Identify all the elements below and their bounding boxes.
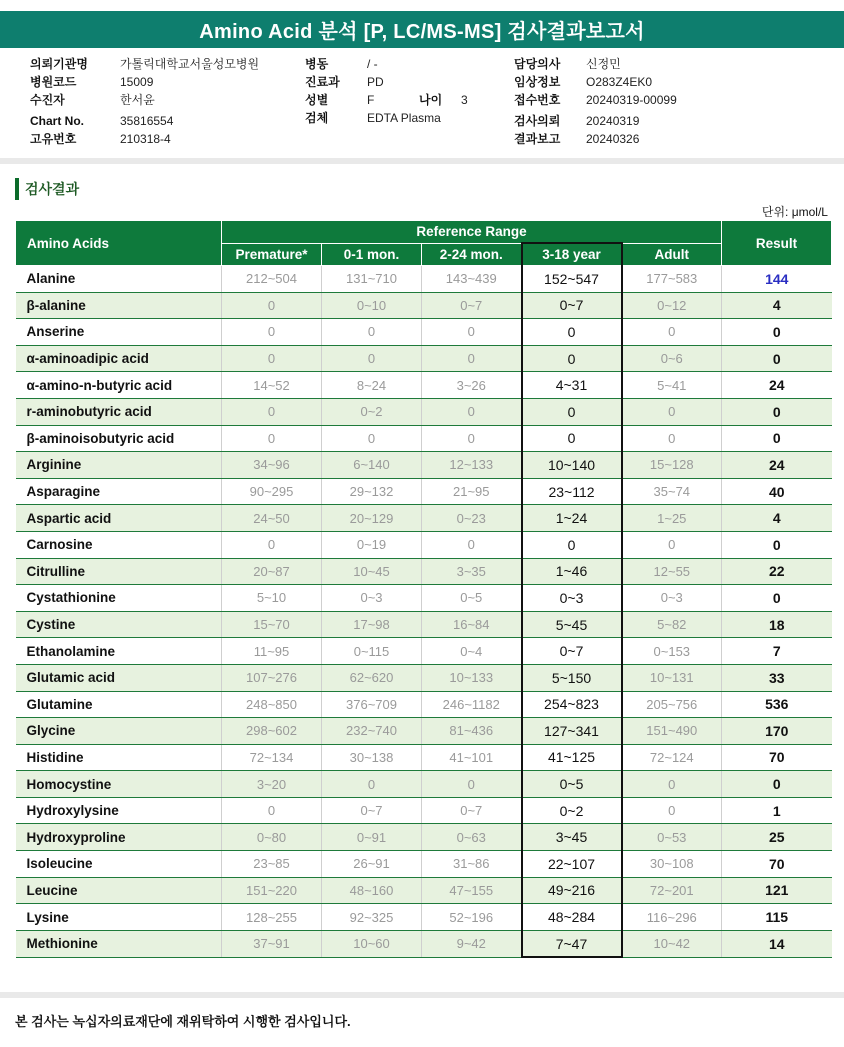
ref-3-18-year: 41~125 bbox=[522, 744, 622, 771]
patient-name-value: 한서윤 bbox=[120, 93, 155, 107]
ref-0-1-mon: 131~710 bbox=[322, 266, 422, 293]
amino-acid-name: r-aminobutyric acid bbox=[16, 398, 222, 425]
ref-2-24-mon: 0~4 bbox=[422, 638, 522, 665]
table-row bbox=[16, 345, 832, 372]
ref-0-1-mon: 30~138 bbox=[322, 744, 422, 771]
department-value: PD bbox=[367, 75, 384, 89]
ref-adult: 0 bbox=[622, 319, 722, 346]
ref-0-1-mon: 8~24 bbox=[322, 372, 422, 399]
ref-3-18-year: 1~24 bbox=[522, 505, 622, 532]
ref-adult: 10~42 bbox=[622, 930, 722, 957]
section-title: 검사결과 bbox=[15, 178, 79, 200]
amino-acid-name: β-aminoisobutyric acid bbox=[16, 425, 222, 452]
info-label: 검체 bbox=[305, 111, 329, 125]
ref-premature: 0 bbox=[222, 531, 322, 558]
amino-acid-name: Ethanolamine bbox=[16, 638, 222, 665]
ref-0-1-mon: 26~91 bbox=[322, 851, 422, 878]
result-value: 33 bbox=[722, 664, 832, 691]
ref-premature: 37~91 bbox=[222, 930, 322, 957]
ref-premature: 0 bbox=[222, 292, 322, 319]
ref-premature: 0 bbox=[222, 425, 322, 452]
ref-adult: 0~6 bbox=[622, 345, 722, 372]
table-row bbox=[16, 744, 832, 771]
ref-0-1-mon: 17~98 bbox=[322, 611, 422, 638]
table-row bbox=[16, 851, 832, 878]
ref-premature: 23~85 bbox=[222, 851, 322, 878]
amino-acid-name: Asparagine bbox=[16, 478, 222, 505]
table-row bbox=[16, 664, 832, 691]
table-row bbox=[16, 877, 832, 904]
ref-0-1-mon: 376~709 bbox=[322, 691, 422, 718]
ward-value: / - bbox=[367, 57, 378, 71]
ref-premature: 20~87 bbox=[222, 558, 322, 585]
result-value: 0 bbox=[722, 345, 832, 372]
result-value: 536 bbox=[722, 691, 832, 718]
ref-3-18-year: 0 bbox=[522, 345, 622, 372]
ref-2-24-mon: 0 bbox=[422, 345, 522, 372]
table-row bbox=[16, 266, 832, 293]
table-row bbox=[16, 505, 832, 532]
header-3-18-year: 3-18 year bbox=[522, 243, 622, 266]
table-row bbox=[16, 292, 832, 319]
result-value: 0 bbox=[722, 425, 832, 452]
header-result: Result bbox=[722, 221, 832, 266]
ref-2-24-mon: 10~133 bbox=[422, 664, 522, 691]
ref-3-18-year: 0~5 bbox=[522, 771, 622, 798]
request-date-value: 20240319 bbox=[586, 114, 640, 128]
info-label: 의뢰기관명 bbox=[30, 57, 88, 71]
table-row bbox=[16, 930, 832, 957]
info-label: 접수번호 bbox=[514, 93, 561, 107]
ref-0-1-mon: 20~129 bbox=[322, 505, 422, 532]
ref-0-1-mon: 0~3 bbox=[322, 585, 422, 612]
ref-adult: 15~128 bbox=[622, 452, 722, 479]
result-value: 1 bbox=[722, 797, 832, 824]
table-row bbox=[16, 797, 832, 824]
ref-2-24-mon: 31~86 bbox=[422, 851, 522, 878]
ref-0-1-mon: 6~140 bbox=[322, 452, 422, 479]
ref-3-18-year: 49~216 bbox=[522, 877, 622, 904]
amino-acid-name: Glutamine bbox=[16, 691, 222, 718]
table-row bbox=[16, 691, 832, 718]
table-row bbox=[16, 904, 832, 931]
amino-acid-name: Lysine bbox=[16, 904, 222, 931]
amino-acid-name: Histidine bbox=[16, 744, 222, 771]
ref-3-18-year: 0~2 bbox=[522, 797, 622, 824]
ref-0-1-mon: 48~160 bbox=[322, 877, 422, 904]
ref-2-24-mon: 246~1182 bbox=[422, 691, 522, 718]
ref-2-24-mon: 41~101 bbox=[422, 744, 522, 771]
ref-2-24-mon: 0~7 bbox=[422, 292, 522, 319]
ref-adult: 0 bbox=[622, 797, 722, 824]
info-col-2 bbox=[305, 55, 468, 127]
chart-no-value: 35816554 bbox=[120, 114, 174, 128]
ref-2-24-mon: 21~95 bbox=[422, 478, 522, 505]
result-value: 0 bbox=[722, 531, 832, 558]
result-value: 14 bbox=[722, 930, 832, 957]
ref-adult: 1~25 bbox=[622, 505, 722, 532]
table-row bbox=[16, 398, 832, 425]
footer-divider bbox=[0, 992, 844, 998]
ref-0-1-mon: 0~115 bbox=[322, 638, 422, 665]
table-row bbox=[16, 478, 832, 505]
result-value: 24 bbox=[722, 372, 832, 399]
ref-2-24-mon: 0~7 bbox=[422, 797, 522, 824]
ref-2-24-mon: 0~63 bbox=[422, 824, 522, 851]
ref-adult: 0~12 bbox=[622, 292, 722, 319]
table-row bbox=[16, 531, 832, 558]
result-value: 18 bbox=[722, 611, 832, 638]
ref-premature: 0 bbox=[222, 797, 322, 824]
ref-3-18-year: 127~341 bbox=[522, 718, 622, 745]
header-adult: Adult bbox=[622, 243, 722, 266]
ref-3-18-year: 152~547 bbox=[522, 266, 622, 293]
ref-2-24-mon: 0~5 bbox=[422, 585, 522, 612]
institution-value: 가톨릭대학교서울성모병원 bbox=[120, 57, 260, 71]
ref-2-24-mon: 81~436 bbox=[422, 718, 522, 745]
result-value: 115 bbox=[722, 904, 832, 931]
info-label: Chart No. bbox=[30, 114, 84, 128]
footer-note: 본 검사는 녹십자의료재단에 재위탁하여 시행한 검사입니다. bbox=[15, 1014, 351, 1029]
ref-2-24-mon: 12~133 bbox=[422, 452, 522, 479]
table-row bbox=[16, 585, 832, 612]
ref-premature: 212~504 bbox=[222, 266, 322, 293]
ref-3-18-year: 254~823 bbox=[522, 691, 622, 718]
ref-adult: 72~201 bbox=[622, 877, 722, 904]
table-row bbox=[16, 558, 832, 585]
ref-0-1-mon: 10~45 bbox=[322, 558, 422, 585]
ref-0-1-mon: 29~132 bbox=[322, 478, 422, 505]
ref-2-24-mon: 0 bbox=[422, 531, 522, 558]
result-value: 25 bbox=[722, 824, 832, 851]
header-reference-range: Reference Range bbox=[222, 221, 722, 244]
unique-no-value: 210318-4 bbox=[120, 132, 171, 146]
info-label: 진료과 bbox=[305, 75, 340, 89]
ref-3-18-year: 0 bbox=[522, 531, 622, 558]
amino-acid-name: Alanine bbox=[16, 266, 222, 293]
result-value: 144 bbox=[722, 266, 832, 293]
ref-3-18-year: 0~3 bbox=[522, 585, 622, 612]
sex-value: F bbox=[367, 93, 375, 107]
ref-2-24-mon: 47~155 bbox=[422, 877, 522, 904]
amino-acid-name: Methionine bbox=[16, 930, 222, 957]
ref-adult: 10~131 bbox=[622, 664, 722, 691]
ref-3-18-year: 10~140 bbox=[522, 452, 622, 479]
ref-3-18-year: 0~7 bbox=[522, 292, 622, 319]
ref-adult: 12~55 bbox=[622, 558, 722, 585]
clinical-info-value: O283Z4EK0 bbox=[586, 75, 653, 89]
ref-3-18-year: 0 bbox=[522, 425, 622, 452]
result-value: 0 bbox=[722, 585, 832, 612]
ref-2-24-mon: 52~196 bbox=[422, 904, 522, 931]
ref-2-24-mon: 0 bbox=[422, 425, 522, 452]
ref-3-18-year: 5~150 bbox=[522, 664, 622, 691]
result-value: 0 bbox=[722, 398, 832, 425]
ref-0-1-mon: 0 bbox=[322, 345, 422, 372]
ref-adult: 0 bbox=[622, 771, 722, 798]
amino-acid-name: α-amino-n-butyric acid bbox=[16, 372, 222, 399]
ref-adult: 0 bbox=[622, 425, 722, 452]
ref-adult: 0~3 bbox=[622, 585, 722, 612]
receipt-no-value: 20240319-00099 bbox=[586, 93, 677, 107]
amino-acid-name: Hydroxylysine bbox=[16, 797, 222, 824]
ref-0-1-mon: 0~19 bbox=[322, 531, 422, 558]
ref-adult: 30~108 bbox=[622, 851, 722, 878]
table-row bbox=[16, 452, 832, 479]
info-col-3 bbox=[514, 55, 677, 148]
result-value: 4 bbox=[722, 505, 832, 532]
info-label: 성별 bbox=[305, 93, 329, 107]
amino-acid-name: Arginine bbox=[16, 452, 222, 479]
ref-3-18-year: 23~112 bbox=[522, 478, 622, 505]
ref-3-18-year: 22~107 bbox=[522, 851, 622, 878]
info-label: 담당의사 bbox=[514, 57, 561, 71]
ref-2-24-mon: 9~42 bbox=[422, 930, 522, 957]
ref-adult: 177~583 bbox=[622, 266, 722, 293]
result-value: 170 bbox=[722, 718, 832, 745]
ref-2-24-mon: 143~439 bbox=[422, 266, 522, 293]
result-value: 22 bbox=[722, 558, 832, 585]
ref-0-1-mon: 0 bbox=[322, 319, 422, 346]
amino-acid-name: β-alanine bbox=[16, 292, 222, 319]
info-label: 나이 bbox=[419, 93, 443, 107]
ref-3-18-year: 0~7 bbox=[522, 638, 622, 665]
amino-acid-name: Aspartic acid bbox=[16, 505, 222, 532]
table-row bbox=[16, 425, 832, 452]
ref-2-24-mon: 0 bbox=[422, 771, 522, 798]
amino-acid-name: Cystathionine bbox=[16, 585, 222, 612]
ref-premature: 0 bbox=[222, 345, 322, 372]
results-table bbox=[15, 220, 832, 958]
amino-acid-name: Isoleucine bbox=[16, 851, 222, 878]
info-label: 수진자 bbox=[30, 93, 65, 107]
doctor-value: 신정민 bbox=[586, 57, 621, 71]
table-row bbox=[16, 718, 832, 745]
result-value: 70 bbox=[722, 744, 832, 771]
ref-adult: 0~53 bbox=[622, 824, 722, 851]
table-row bbox=[16, 824, 832, 851]
unit-label: 단위: μmol/L bbox=[761, 205, 828, 219]
header-premature: Premature* bbox=[222, 243, 322, 266]
ref-premature: 14~52 bbox=[222, 372, 322, 399]
ref-2-24-mon: 16~84 bbox=[422, 611, 522, 638]
amino-acid-name: Glycine bbox=[16, 718, 222, 745]
ref-2-24-mon: 3~26 bbox=[422, 372, 522, 399]
age-value: 3 bbox=[461, 93, 468, 107]
table-row bbox=[16, 372, 832, 399]
ref-0-1-mon: 10~60 bbox=[322, 930, 422, 957]
ref-premature: 11~95 bbox=[222, 638, 322, 665]
ref-premature: 5~10 bbox=[222, 585, 322, 612]
ref-3-18-year: 7~47 bbox=[522, 930, 622, 957]
info-label: 병동 bbox=[305, 57, 329, 71]
result-value: 24 bbox=[722, 452, 832, 479]
report-title: Amino Acid 분석 [P, LC/MS-MS] 검사결과보고서 bbox=[0, 11, 844, 48]
amino-acid-name: Citrulline bbox=[16, 558, 222, 585]
section-divider bbox=[0, 158, 844, 164]
ref-0-1-mon: 232~740 bbox=[322, 718, 422, 745]
ref-premature: 0 bbox=[222, 319, 322, 346]
ref-premature: 298~602 bbox=[222, 718, 322, 745]
ref-premature: 90~295 bbox=[222, 478, 322, 505]
results-body bbox=[16, 266, 832, 958]
ref-0-1-mon: 0~7 bbox=[322, 797, 422, 824]
result-value: 0 bbox=[722, 319, 832, 346]
ref-2-24-mon: 3~35 bbox=[422, 558, 522, 585]
ref-3-18-year: 48~284 bbox=[522, 904, 622, 931]
ref-adult: 0 bbox=[622, 398, 722, 425]
ref-premature: 34~96 bbox=[222, 452, 322, 479]
table-row bbox=[16, 319, 832, 346]
ref-premature: 248~850 bbox=[222, 691, 322, 718]
report-date-value: 20240326 bbox=[586, 132, 640, 146]
ref-0-1-mon: 0~2 bbox=[322, 398, 422, 425]
ref-0-1-mon: 0~10 bbox=[322, 292, 422, 319]
result-value: 0 bbox=[722, 771, 832, 798]
info-label: 병원코드 bbox=[30, 75, 77, 89]
ref-0-1-mon: 0~91 bbox=[322, 824, 422, 851]
result-value: 7 bbox=[722, 638, 832, 665]
ref-2-24-mon: 0 bbox=[422, 398, 522, 425]
ref-3-18-year: 3~45 bbox=[522, 824, 622, 851]
ref-adult: 0~153 bbox=[622, 638, 722, 665]
ref-premature: 151~220 bbox=[222, 877, 322, 904]
ref-adult: 151~490 bbox=[622, 718, 722, 745]
ref-adult: 0 bbox=[622, 531, 722, 558]
header-2-24-mon: 2-24 mon. bbox=[422, 243, 522, 266]
amino-acid-name: Homocystine bbox=[16, 771, 222, 798]
ref-adult: 5~41 bbox=[622, 372, 722, 399]
hospital-code-value: 15009 bbox=[120, 75, 154, 89]
ref-0-1-mon: 0 bbox=[322, 425, 422, 452]
info-col-1 bbox=[30, 55, 259, 148]
amino-acid-name: Leucine bbox=[16, 877, 222, 904]
amino-acid-name: Anserine bbox=[16, 319, 222, 346]
ref-premature: 24~50 bbox=[222, 505, 322, 532]
ref-premature: 107~276 bbox=[222, 664, 322, 691]
ref-premature: 15~70 bbox=[222, 611, 322, 638]
result-value: 40 bbox=[722, 478, 832, 505]
table-row bbox=[16, 771, 832, 798]
ref-adult: 116~296 bbox=[622, 904, 722, 931]
header-0-1-mon: 0-1 mon. bbox=[322, 243, 422, 266]
ref-3-18-year: 0 bbox=[522, 319, 622, 346]
ref-3-18-year: 1~46 bbox=[522, 558, 622, 585]
amino-acid-name: Cystine bbox=[16, 611, 222, 638]
header-amino-acids: Amino Acids bbox=[16, 221, 222, 266]
table-row bbox=[16, 611, 832, 638]
specimen-value: EDTA Plasma bbox=[367, 111, 441, 125]
ref-adult: 35~74 bbox=[622, 478, 722, 505]
ref-0-1-mon: 0 bbox=[322, 771, 422, 798]
ref-0-1-mon: 92~325 bbox=[322, 904, 422, 931]
info-label: 결과보고 bbox=[514, 132, 561, 146]
ref-adult: 5~82 bbox=[622, 611, 722, 638]
ref-premature: 72~134 bbox=[222, 744, 322, 771]
amino-acid-name: Hydroxyproline bbox=[16, 824, 222, 851]
ref-adult: 72~124 bbox=[622, 744, 722, 771]
info-label: 고유번호 bbox=[30, 132, 77, 146]
result-value: 4 bbox=[722, 292, 832, 319]
amino-acid-name: α-aminoadipic acid bbox=[16, 345, 222, 372]
ref-premature: 0~80 bbox=[222, 824, 322, 851]
ref-2-24-mon: 0~23 bbox=[422, 505, 522, 532]
ref-3-18-year: 4~31 bbox=[522, 372, 622, 399]
ref-0-1-mon: 62~620 bbox=[322, 664, 422, 691]
table-row bbox=[16, 638, 832, 665]
ref-premature: 3~20 bbox=[222, 771, 322, 798]
result-value: 70 bbox=[722, 851, 832, 878]
ref-premature: 128~255 bbox=[222, 904, 322, 931]
ref-premature: 0 bbox=[222, 398, 322, 425]
amino-acid-name: Carnosine bbox=[16, 531, 222, 558]
result-value: 121 bbox=[722, 877, 832, 904]
ref-3-18-year: 5~45 bbox=[522, 611, 622, 638]
ref-2-24-mon: 0 bbox=[422, 319, 522, 346]
ref-adult: 205~756 bbox=[622, 691, 722, 718]
amino-acid-name: Glutamic acid bbox=[16, 664, 222, 691]
ref-3-18-year: 0 bbox=[522, 398, 622, 425]
info-label: 검사의뢰 bbox=[514, 114, 561, 128]
info-label: 임상정보 bbox=[514, 75, 561, 89]
